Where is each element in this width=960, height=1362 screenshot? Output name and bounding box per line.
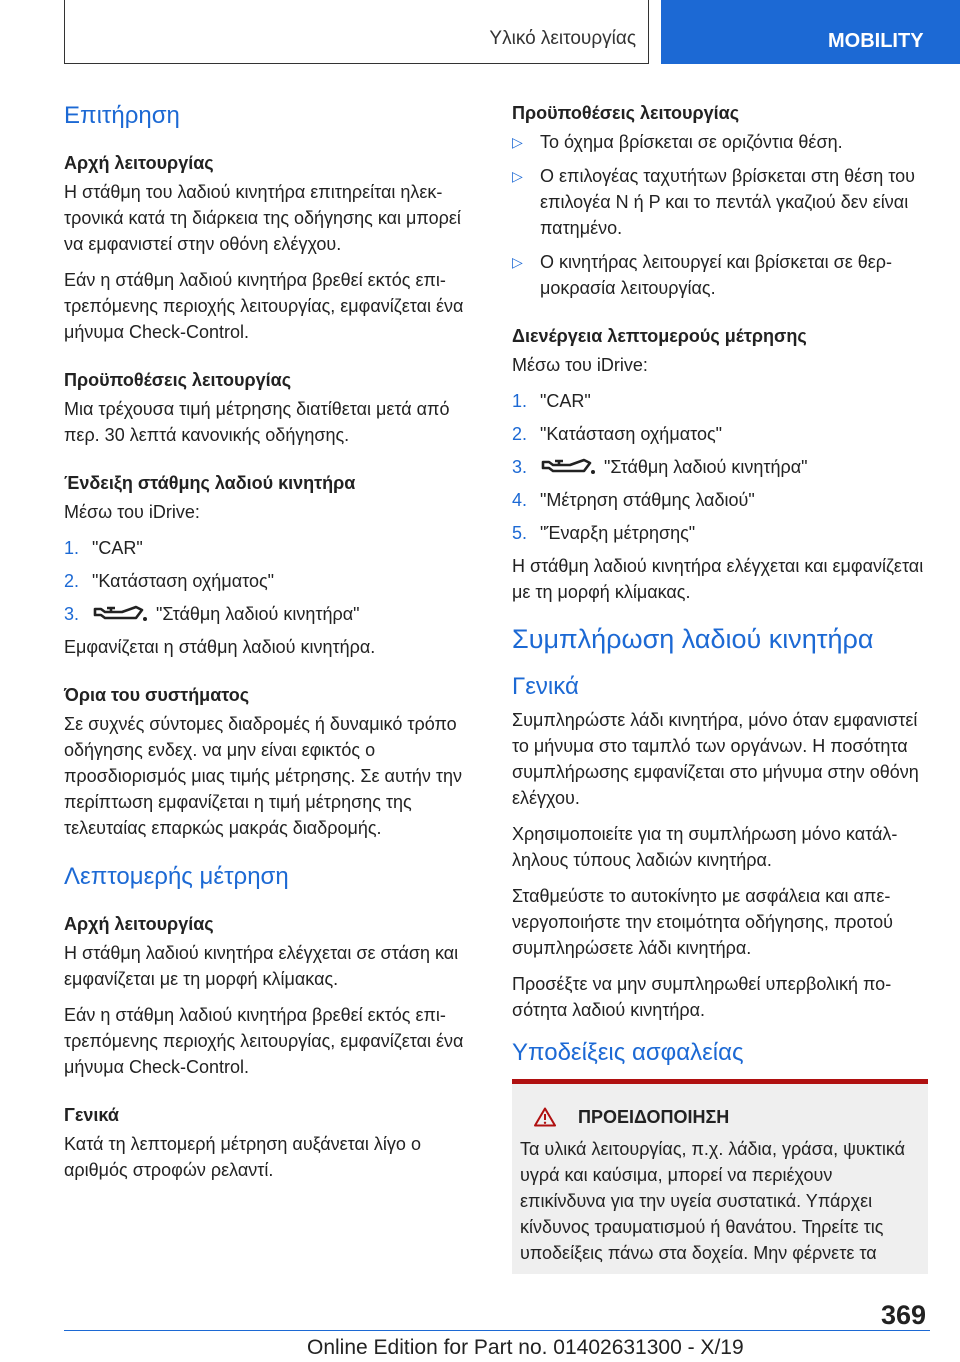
triangle-bullet-icon: ▷ xyxy=(512,168,523,184)
oil-can-icon xyxy=(540,455,598,477)
footer-rule xyxy=(64,1330,930,1331)
text-park-safely: Σταθμεύστε το αυτοκίνητο με ασφάλεια και απενεργοποιήστε την ετοιμότητα οδήγησης, προτού συμπληρώσετε λάδι κινητήρα. xyxy=(512,886,893,958)
text-via-idrive: Μέσω του iDrive: xyxy=(512,355,648,375)
text-topup: Συμπληρώστε λάδι κινητήρα, μόνο όταν εμφανιστεί το μήνυμα στο ταμπλό των οργάνων. Η ποσότητα συμπλήρωσης εμφανίζεται στο μήνυμα στην οθόνη ελέγχου. xyxy=(512,710,919,808)
heading-general: Γενικά xyxy=(64,1105,119,1125)
step-text: "Μέτρηση στάθμης λαδιού" xyxy=(540,490,755,510)
step-number: 3. xyxy=(512,457,528,477)
step-number: 5. xyxy=(512,523,528,543)
text-principle: Η στάθμη του λαδιού κινητήρα επιτηρείται ηλεκτρονικά κατά τη διάρκεια της οδήγησης και μπορεί να εμφανιστεί στην οθόνη ελέγχου. xyxy=(64,182,461,254)
text-outside-range: Εάν η στάθμη λαδιού κινητήρα βρεθεί εκτός επιτρεπόμενης περιοχής λειτουργίας, εμφανίζεται ένα μήνυμα Check-Control. xyxy=(64,270,464,342)
edition-note: Online Edition for Part no. 01402631300 - X/19 xyxy=(307,1336,744,1359)
text-prerequisites: Μια τρέχουσα τιμή μέτρησης διατίθεται μετά από περ. 30 λεπτά κανονικής οδήγησης. xyxy=(64,399,450,445)
heading-principle: Αρχή λειτουργίας xyxy=(64,153,214,173)
list-item xyxy=(64,535,478,561)
list-item xyxy=(512,487,928,513)
prerequisite-list xyxy=(512,129,928,301)
measurement-steps xyxy=(512,388,928,546)
warning-title: ΠΡΟΕΙΔΟΠΟΙΗΣΗ xyxy=(578,1107,730,1127)
step-text: "CAR" xyxy=(92,538,143,558)
step-number: 4. xyxy=(512,490,528,510)
heading-general-topup: Γενικά xyxy=(512,673,579,700)
step-number: 1. xyxy=(64,538,80,558)
list-item xyxy=(512,520,928,546)
warning-text: Τα υλικά λειτουργίας, π.χ. λάδια, γράσα, ψυκτικά υγρά και καύσιμα, μπορεί να περιέχουν επικίνδυνα για την υγεία συστατικά. Υπάρχει κίνδυνος τραυματισμού ή θανάτου. Τηρείτε τις υποδείξεις πάνω στα δοχεία. Μην φέρνετε τα xyxy=(520,1139,906,1263)
list-item xyxy=(512,421,928,447)
heading-system-limits: Όρια του συστήματος xyxy=(64,685,250,705)
text-general: Κατά τη λεπτομερή μέτρηση αυξάνεται λίγο ο αριθμός στροφών ρελαντί. xyxy=(64,1134,421,1180)
text-no-overfill: Προσέξτε να μην συμπληρωθεί υπερβολική ποσότητα λαδιού κινητήρα. xyxy=(512,974,892,1020)
text-outside-range-2: Εάν η στάθμη λαδιού κινητήρα βρεθεί εκτός επιτρεπόμενης περιοχής λειτουργίας, εμφανίζεται ένα μήνυμα Check-Control. xyxy=(64,1005,464,1077)
list-item xyxy=(512,163,928,241)
step-number: 3. xyxy=(64,604,80,624)
list-item xyxy=(512,249,928,301)
right-column xyxy=(512,100,928,1274)
requirement-text: Ο κινητήρας λειτουργεί και βρίσκεται σε θερμοκρασία λειτουργίας. xyxy=(540,252,893,298)
warning-header xyxy=(520,1104,916,1130)
warning-box xyxy=(512,1079,928,1274)
step-number: 2. xyxy=(512,424,528,444)
list-item xyxy=(512,454,928,480)
section-title: Υλικό λειτουργίας xyxy=(489,28,636,49)
heading-prerequisites: Προϋποθέσεις λειτουργίας xyxy=(64,370,292,390)
step-number: 1. xyxy=(512,391,528,411)
warning-triangle-icon xyxy=(534,1107,556,1127)
left-column xyxy=(64,100,478,1193)
text-level-checked: Η στάθμη λαδιού κινητήρα ελέγχεται και εμφανίζεται με τη μορφή κλίμακας. xyxy=(512,556,924,602)
text-system-limits: Σε συχνές σύντομες διαδρομές ή δυναμικό τρόπο οδήγησης ενδεχ. να μην είναι εφικτός ο προσδιορισμός μιας τιμής μέτρησης. Σε αυτήν την περίπτωση εμφανίζεται η τιμή μέτρησης της τελευταίας επαρκώς μακράς διαδρομής. xyxy=(64,714,463,838)
triangle-bullet-icon: ▷ xyxy=(512,254,523,270)
list-item xyxy=(512,129,928,155)
triangle-bullet-icon: ▷ xyxy=(512,134,523,150)
chapter-tab: MOBILITY xyxy=(661,0,960,64)
oil-can-icon xyxy=(92,602,150,624)
heading-safety-notes: Υποδείξεις ασφαλείας xyxy=(512,1039,744,1066)
text-via-idrive: Μέσω του iDrive: xyxy=(64,502,200,522)
header-frame xyxy=(64,0,649,64)
text-principle-2: Η στάθμη λαδιού κινητήρα ελέγχεται σε στάση και εμφανίζεται με τη μορφή κλίμακας. xyxy=(64,943,459,989)
step-text: "Κατάσταση οχήματος" xyxy=(92,571,275,591)
step-text: "CAR" xyxy=(540,391,591,411)
page-number: 369 xyxy=(880,1300,926,1330)
step-text: "Έναρξη μέτρησης" xyxy=(540,523,696,543)
heading-monitoring: Επιτήρηση xyxy=(64,102,180,129)
heading-oil-level-display: Ένδειξη στάθμης λαδιού κινητήρα xyxy=(64,473,356,493)
step-text: "Κατάσταση οχήματος" xyxy=(540,424,723,444)
text-level-shown: Εμφανίζεται η στάθμη λαδιού κινητήρα. xyxy=(64,637,376,657)
page-header xyxy=(0,0,960,64)
step-text: "Στάθμη λαδιού κινητήρα" xyxy=(604,457,808,477)
idrive-steps xyxy=(64,535,478,627)
list-item xyxy=(512,388,928,414)
list-item xyxy=(64,568,478,594)
text-suitable-oils: Χρησιμοποιείτε για τη συμπλήρωση μόνο κατάλληλους τύπους λαδιών κινητήρα. xyxy=(512,824,898,870)
requirement-text: Ο επιλογέας ταχυτήτων βρίσκεται στη θέση του επιλογέα N ή P και το πεντάλ γκαζιού δεν είναι πατημένο. xyxy=(540,166,915,238)
heading-prerequisites-detailed: Προϋποθέσεις λειτουργίας xyxy=(512,103,740,123)
heading-oil-top-up: Συμπλήρωση λαδιού κινητήρα xyxy=(512,624,874,654)
heading-perform-measurement: Διενέργεια λεπτομερούς μέτρησης xyxy=(512,326,807,346)
heading-principle-2: Αρχή λειτουργίας xyxy=(64,914,214,934)
step-text: "Στάθμη λαδιού κινητήρα" xyxy=(156,604,360,624)
requirement-text: Το όχημα βρίσκεται σε οριζόντια θέση. xyxy=(540,132,843,152)
heading-detailed-measurement: Λεπτομερής μέτρηση xyxy=(64,863,289,890)
page-footer xyxy=(0,1290,960,1362)
step-number: 2. xyxy=(64,571,80,591)
list-item xyxy=(64,601,478,627)
